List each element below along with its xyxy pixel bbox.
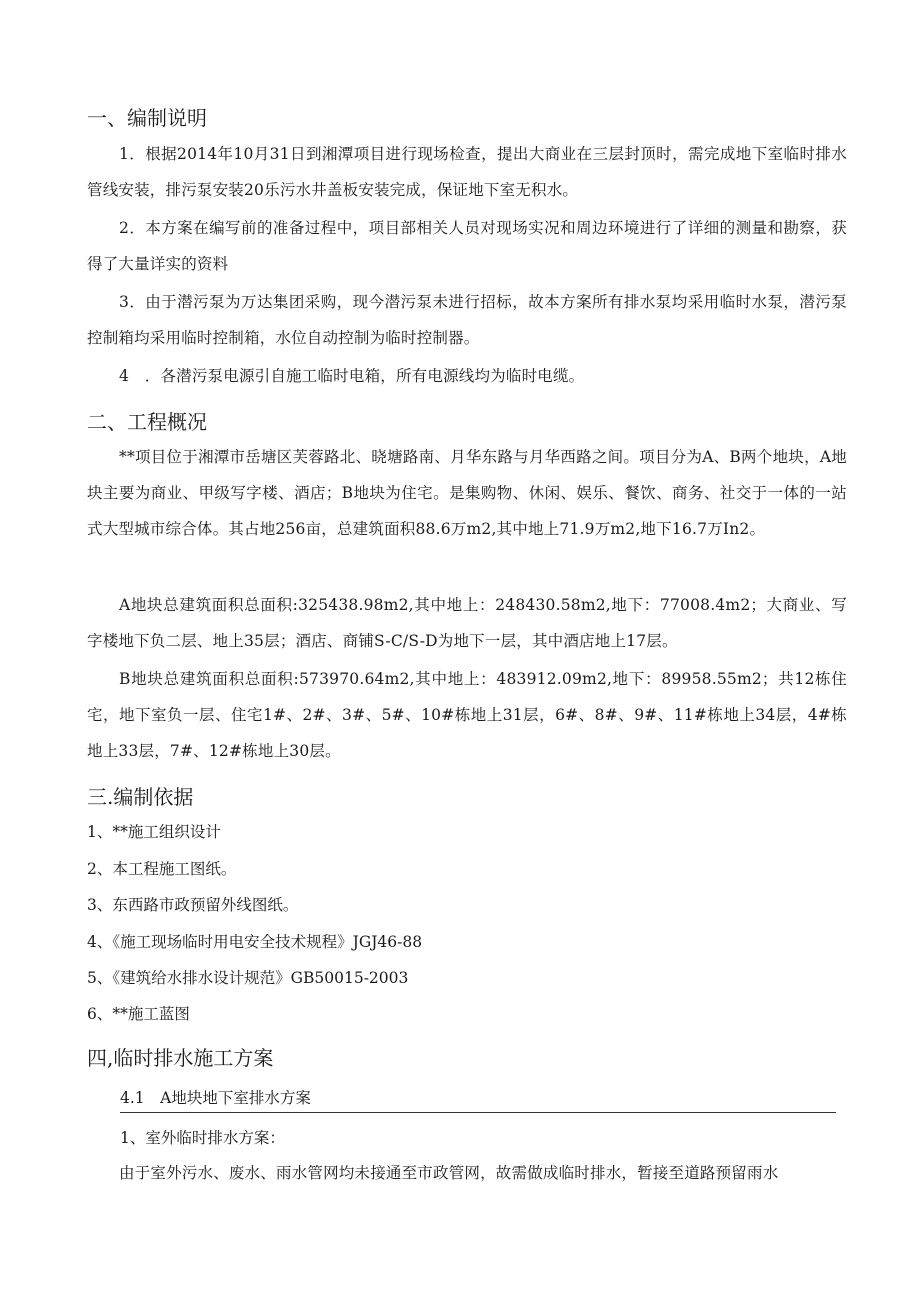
section-2-heading: 二、工程概况 [87,410,207,434]
basis-item-6: 6、**施工蓝图 [87,1005,190,1023]
section-4-heading: 四,临时排水施工方案 [87,1046,274,1070]
basis-item-4: 4、《施工现场临时用电安全技术规程》JGJ46-88 [87,933,423,951]
basis-item-2: 2、本工程施工图纸。 [87,860,237,878]
section-1-item-3: 3．由于潜污泵为万达集团采购，现今潜污泵未进行招标，故本方案所有排水泵均采用临时水泵，潜污泵控制箱均采用临时控制箱，水位自动控制为临时控制器。 [87,293,847,347]
section-2-paragraph-1: **项目位于湘潭市岳塘区芙蓉路北、晓塘路南、月华东路与月华西路之间。项目分为A、B两个地块，A地块主要为商业、甲级写字楼、酒店；B地块为住宅。是集购物、休闲、娱乐、餐饮、商务、社交于一体的一站式大型城市综合体。其占地256亩，总建筑面积88.6万m2,其中地上71.9万m2,地下16.7万In2。 [87,448,847,538]
outdoor-drainage-title: 1、室外临时排水方案： [120,1129,285,1147]
section-2-paragraph-2: A地块总建筑面积总面积:325438.98m2,其中地上：248430.58m2,地下：77008.4m2；大商业、写字楼地下负二层、地上35层；酒店、商铺S-C/S-D为地下一层，其中酒店地上17层。 [87,596,847,650]
subsection-4-1-heading: 4.1 A地块地下室排水方案 [120,1086,836,1113]
section-3-heading: 三.编制依据 [87,785,194,809]
basis-item-1: 1、**施工组织设计 [87,823,221,841]
basis-item-5: 5、《建筑给水排水设计规范》GB50015-2003 [87,969,409,987]
basis-item-3: 3、东西路市政预留外线图纸。 [87,896,299,914]
section-1-item-1: 1．根据2014年10月31日到湘潭项目进行现场检查，提出大商业在三层封顶时，需完成地下室临时排水管线安装，排污泵安装20乐污水井盖板安装完成，保证地下室无积水。 [87,145,847,199]
section-1-item-2: 2．本方案在编写前的准备过程中，项目部相关人员对现场实况和周边环境进行了详细的测量和勘察，获得了大量详实的资料 [87,219,847,273]
outdoor-drainage-paragraph: 由于室外污水、废水、雨水管网均未接通至市政管网，故需做成临时排水，暂接至道路预留雨水 [119,1164,779,1182]
section-2-paragraph-3: B地块总建筑面积总面积:573970.64m2,其中地上：483912.09m2,地下：89958.55m2；共12栋住宅，地下室负一层、住宅1#、2#、3#、5#、10#栋地上31层，6#、8#、9#、11#栋地上34层，4#栋地上33层，7#、12#栋地上30层。 [87,670,847,760]
section-1-item-4: 4 ．各潜污泵电源引自施工临时电箱，所有电源线均为临时电缆。 [119,367,585,385]
section-1-heading: 一、编制说明 [87,106,207,130]
